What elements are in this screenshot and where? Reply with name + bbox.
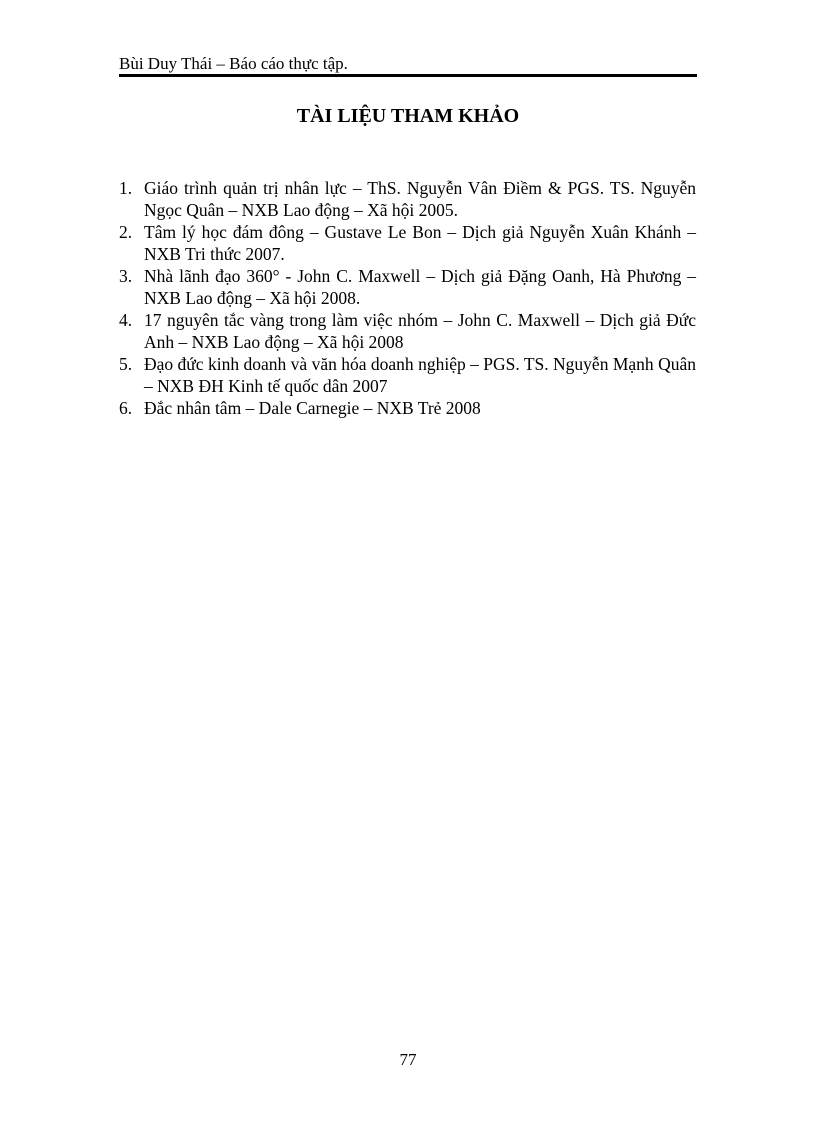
reference-item [119,397,696,419]
reference-number: 1. [119,178,133,198]
reference-item [119,265,696,309]
reference-text: Đạo đức kinh doanh và văn hóa doanh nghiệp – PGS. TS. Nguyễn Mạnh Quân – NXB ĐH Kinh tế quốc dân 2007 [144,354,696,396]
reference-number: 2. [119,222,133,242]
reference-item [119,221,696,265]
reference-text: Giáo trình quản trị nhân lực – ThS. Nguyễn Vân Điềm & PGS. TS. Nguyễn Ngọc Quân – NXB Lao động – Xã hội 2005. [144,178,696,220]
reference-list [119,177,696,419]
reference-item [119,177,696,221]
reference-text: Nhà lãnh đạo 360° - John C. Maxwell – Dịch giả Đặng Oanh, Hà Phương – NXB Lao động – Xã hội 2008. [144,266,696,308]
reference-text: 17 nguyên tắc vàng trong làm việc nhóm – John C. Maxwell – Dịch giả Đức Anh – NXB Lao động – Xã hội 2008 [144,310,696,352]
page-header: Bùi Duy Thái – Báo cáo thực tập. [119,54,348,73]
page-number: 77 [399,1050,417,1069]
reference-number: 6. [119,398,133,418]
reference-text: Đắc nhân tâm – Dale Carnegie – NXB Trẻ 2008 [144,398,481,418]
reference-text: Tâm lý học đám đông – Gustave Le Bon – Dịch giả Nguyễn Xuân Khánh – NXB Tri thức 2007. [144,222,696,264]
reference-item [119,309,696,353]
header-rule [119,74,697,77]
page-title: TÀI LIỆU THAM KHẢO [296,105,520,127]
reference-number: 4. [119,310,133,330]
reference-number: 5. [119,354,133,374]
reference-number: 3. [119,266,133,286]
reference-item [119,353,696,397]
